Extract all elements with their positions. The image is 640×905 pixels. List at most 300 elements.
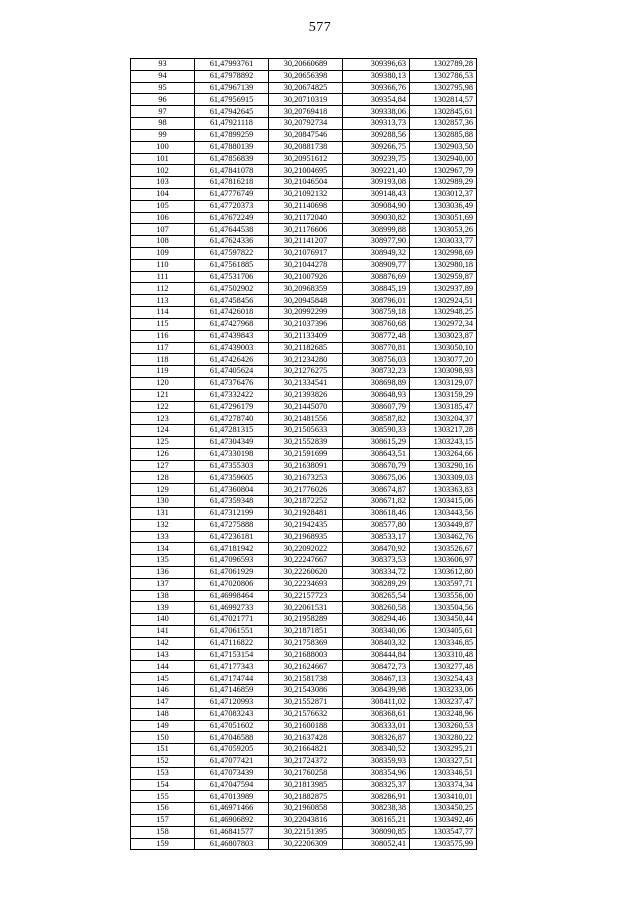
latitude-cell: 61,47047594	[195, 779, 269, 791]
point-number-cell: 111	[131, 271, 195, 283]
point-number-cell: 104	[131, 188, 195, 200]
point-number-cell: 136	[131, 566, 195, 578]
longitude-cell: 30,21076917	[269, 248, 343, 260]
longitude-cell: 30,21942435	[269, 519, 343, 531]
table-row	[131, 744, 477, 756]
table-row	[131, 838, 477, 850]
table-row	[131, 94, 477, 106]
x-coordinate-cell: 308238,38	[343, 803, 410, 815]
table-row	[131, 696, 477, 708]
table-row	[131, 271, 477, 283]
latitude-cell: 61,47330198	[195, 448, 269, 460]
y-coordinate-cell: 1303597,71	[410, 578, 477, 590]
x-coordinate-cell: 308334,72	[343, 566, 410, 578]
point-number-cell: 135	[131, 555, 195, 567]
y-coordinate-cell: 1302940,00	[410, 153, 477, 165]
longitude-cell: 30,21092132	[269, 188, 343, 200]
y-coordinate-cell: 1302845,61	[410, 106, 477, 118]
longitude-cell: 30,21724372	[269, 755, 343, 767]
y-coordinate-cell: 1303204,37	[410, 413, 477, 425]
x-coordinate-cell: 308770,81	[343, 342, 410, 354]
longitude-cell: 30,21673253	[269, 472, 343, 484]
point-number-cell: 153	[131, 767, 195, 779]
table-row	[131, 401, 477, 413]
y-coordinate-cell: 1303159,29	[410, 389, 477, 401]
latitude-cell: 61,47672249	[195, 212, 269, 224]
point-number-cell: 158	[131, 826, 195, 838]
y-coordinate-cell: 1303277,48	[410, 661, 477, 673]
table-row	[131, 295, 477, 307]
y-coordinate-cell: 1303363,83	[410, 484, 477, 496]
table-row	[131, 496, 477, 508]
table-row	[131, 685, 477, 697]
latitude-cell: 61,47021771	[195, 614, 269, 626]
latitude-cell: 61,47439003	[195, 342, 269, 354]
x-coordinate-cell: 308999,88	[343, 224, 410, 236]
y-coordinate-cell: 1303309,03	[410, 472, 477, 484]
latitude-cell: 61,47921118	[195, 118, 269, 130]
point-number-cell: 118	[131, 354, 195, 366]
y-coordinate-cell: 1303033,77	[410, 236, 477, 248]
table-row	[131, 59, 477, 71]
latitude-cell: 61,46807803	[195, 838, 269, 850]
point-number-cell: 129	[131, 484, 195, 496]
table-row	[131, 507, 477, 519]
y-coordinate-cell: 1303290,16	[410, 460, 477, 472]
latitude-cell: 61,47376476	[195, 377, 269, 389]
longitude-cell: 30,21576632	[269, 708, 343, 720]
table-row	[131, 389, 477, 401]
point-number-cell: 133	[131, 531, 195, 543]
point-number-cell: 141	[131, 626, 195, 638]
longitude-cell: 30,21600188	[269, 720, 343, 732]
latitude-cell: 61,47405624	[195, 366, 269, 378]
x-coordinate-cell: 308759,18	[343, 307, 410, 319]
latitude-cell: 61,47531706	[195, 271, 269, 283]
x-coordinate-cell: 308090,85	[343, 826, 410, 838]
point-number-cell: 110	[131, 259, 195, 271]
table-row	[131, 720, 477, 732]
point-number-cell: 126	[131, 448, 195, 460]
latitude-cell: 61,46992733	[195, 602, 269, 614]
table-row	[131, 200, 477, 212]
y-coordinate-cell: 1303310,48	[410, 649, 477, 661]
table-row	[131, 377, 477, 389]
x-coordinate-cell: 308403,32	[343, 637, 410, 649]
x-coordinate-cell: 308756,03	[343, 354, 410, 366]
point-number-cell: 139	[131, 602, 195, 614]
point-number-cell: 159	[131, 838, 195, 850]
table-row	[131, 531, 477, 543]
latitude-cell: 61,47096593	[195, 555, 269, 567]
longitude-cell: 30,22151395	[269, 826, 343, 838]
point-number-cell: 130	[131, 496, 195, 508]
longitude-cell: 30,21968935	[269, 531, 343, 543]
x-coordinate-cell: 309313,73	[343, 118, 410, 130]
latitude-cell: 61,47426426	[195, 354, 269, 366]
point-number-cell: 109	[131, 248, 195, 260]
point-number-cell: 150	[131, 732, 195, 744]
point-number-cell: 121	[131, 389, 195, 401]
latitude-cell: 61,47978892	[195, 70, 269, 82]
x-coordinate-cell: 308260,58	[343, 602, 410, 614]
latitude-cell: 61,47993761	[195, 59, 269, 71]
x-coordinate-cell: 308472,73	[343, 661, 410, 673]
y-coordinate-cell: 1302903,50	[410, 141, 477, 153]
point-number-cell: 124	[131, 425, 195, 437]
table-row	[131, 437, 477, 449]
x-coordinate-cell: 308772,48	[343, 330, 410, 342]
x-coordinate-cell: 309266,75	[343, 141, 410, 153]
table-row	[131, 118, 477, 130]
point-number-cell: 123	[131, 413, 195, 425]
table-row	[131, 826, 477, 838]
latitude-cell: 61,47304349	[195, 437, 269, 449]
longitude-cell: 30,21037396	[269, 318, 343, 330]
longitude-cell: 30,20992299	[269, 307, 343, 319]
table-row	[131, 614, 477, 626]
table-row	[131, 307, 477, 319]
latitude-cell: 61,47439843	[195, 330, 269, 342]
y-coordinate-cell: 1302967,79	[410, 165, 477, 177]
latitude-cell: 61,47355303	[195, 460, 269, 472]
longitude-cell: 30,21141207	[269, 236, 343, 248]
x-coordinate-cell: 308368,61	[343, 708, 410, 720]
latitude-cell: 61,47561885	[195, 259, 269, 271]
y-coordinate-cell: 1302814,57	[410, 94, 477, 106]
table-row	[131, 803, 477, 815]
longitude-cell: 30,21664821	[269, 744, 343, 756]
point-number-cell: 154	[131, 779, 195, 791]
y-coordinate-cell: 1303185,47	[410, 401, 477, 413]
latitude-cell: 61,47597822	[195, 248, 269, 260]
longitude-cell: 30,21882875	[269, 791, 343, 803]
table-row	[131, 366, 477, 378]
y-coordinate-cell: 1303575,99	[410, 838, 477, 850]
latitude-cell: 61,47061551	[195, 626, 269, 638]
x-coordinate-cell: 308648,93	[343, 389, 410, 401]
longitude-cell: 30,21758369	[269, 637, 343, 649]
y-coordinate-cell: 1303462,76	[410, 531, 477, 543]
point-number-cell: 143	[131, 649, 195, 661]
y-coordinate-cell: 1303492,46	[410, 815, 477, 827]
point-number-cell: 113	[131, 295, 195, 307]
point-number-cell: 115	[131, 318, 195, 330]
longitude-cell: 30,21276275	[269, 366, 343, 378]
table-row	[131, 70, 477, 82]
point-number-cell: 156	[131, 803, 195, 815]
longitude-cell: 30,21044278	[269, 259, 343, 271]
x-coordinate-cell: 308671,82	[343, 496, 410, 508]
latitude-cell: 61,47458456	[195, 295, 269, 307]
x-coordinate-cell: 308876,69	[343, 271, 410, 283]
longitude-cell: 30,21004695	[269, 165, 343, 177]
longitude-cell: 30,21928481	[269, 507, 343, 519]
latitude-cell: 61,47120993	[195, 696, 269, 708]
x-coordinate-cell: 308577,80	[343, 519, 410, 531]
longitude-cell: 30,22206309	[269, 838, 343, 850]
point-number-cell: 122	[131, 401, 195, 413]
x-coordinate-cell: 308760,68	[343, 318, 410, 330]
latitude-cell: 61,47046588	[195, 732, 269, 744]
latitude-cell: 61,47359348	[195, 496, 269, 508]
longitude-cell: 30,22092022	[269, 543, 343, 555]
latitude-cell: 61,47278740	[195, 413, 269, 425]
longitude-cell: 30,21591699	[269, 448, 343, 460]
longitude-cell: 30,22260620	[269, 566, 343, 578]
latitude-cell: 61,47332422	[195, 389, 269, 401]
x-coordinate-cell: 308949,32	[343, 248, 410, 260]
y-coordinate-cell: 1302989,29	[410, 177, 477, 189]
point-number-cell: 146	[131, 685, 195, 697]
y-coordinate-cell: 1303405,61	[410, 626, 477, 638]
longitude-cell: 30,21172040	[269, 212, 343, 224]
y-coordinate-cell: 1303248,96	[410, 708, 477, 720]
x-coordinate-cell: 309148,43	[343, 188, 410, 200]
y-coordinate-cell: 1303556,00	[410, 590, 477, 602]
table-row	[131, 224, 477, 236]
latitude-cell: 61,47720373	[195, 200, 269, 212]
table-row	[131, 472, 477, 484]
table-row	[131, 767, 477, 779]
y-coordinate-cell: 1303217,28	[410, 425, 477, 437]
y-coordinate-cell: 1303243,15	[410, 437, 477, 449]
y-coordinate-cell: 1302885,88	[410, 129, 477, 141]
y-coordinate-cell: 1303260,53	[410, 720, 477, 732]
longitude-cell: 30,22043816	[269, 815, 343, 827]
point-number-cell: 108	[131, 236, 195, 248]
x-coordinate-cell: 308354,96	[343, 767, 410, 779]
point-number-cell: 97	[131, 106, 195, 118]
point-number-cell: 96	[131, 94, 195, 106]
point-number-cell: 131	[131, 507, 195, 519]
y-coordinate-cell: 1303233,06	[410, 685, 477, 697]
x-coordinate-cell: 309396,63	[343, 59, 410, 71]
x-coordinate-cell: 308444,84	[343, 649, 410, 661]
point-number-cell: 147	[131, 696, 195, 708]
x-coordinate-cell: 308674,87	[343, 484, 410, 496]
longitude-cell: 30,21581738	[269, 673, 343, 685]
point-number-cell: 95	[131, 82, 195, 94]
point-number-cell: 157	[131, 815, 195, 827]
point-number-cell: 144	[131, 661, 195, 673]
x-coordinate-cell: 308675,06	[343, 472, 410, 484]
table-row	[131, 177, 477, 189]
latitude-cell: 61,47083243	[195, 708, 269, 720]
y-coordinate-cell: 1302972,34	[410, 318, 477, 330]
x-coordinate-cell: 308977,90	[343, 236, 410, 248]
x-coordinate-cell: 308698,89	[343, 377, 410, 389]
point-number-cell: 103	[131, 177, 195, 189]
longitude-cell: 30,21140698	[269, 200, 343, 212]
x-coordinate-cell: 308732,23	[343, 366, 410, 378]
point-number-cell: 140	[131, 614, 195, 626]
latitude-cell: 61,47013989	[195, 791, 269, 803]
x-coordinate-cell: 308333,01	[343, 720, 410, 732]
longitude-cell: 30,21638091	[269, 460, 343, 472]
point-number-cell: 120	[131, 377, 195, 389]
point-number-cell: 125	[131, 437, 195, 449]
table-row	[131, 259, 477, 271]
longitude-cell: 30,21871851	[269, 626, 343, 638]
latitude-cell: 61,47359605	[195, 472, 269, 484]
point-number-cell: 145	[131, 673, 195, 685]
point-number-cell: 152	[131, 755, 195, 767]
longitude-cell: 30,21960858	[269, 803, 343, 815]
longitude-cell: 30,20710319	[269, 94, 343, 106]
latitude-cell: 61,47502902	[195, 283, 269, 295]
longitude-cell: 30,22157723	[269, 590, 343, 602]
table-row	[131, 460, 477, 472]
y-coordinate-cell: 1303374,34	[410, 779, 477, 791]
longitude-cell: 30,21176606	[269, 224, 343, 236]
longitude-cell: 30,21505633	[269, 425, 343, 437]
longitude-cell: 30,22234693	[269, 578, 343, 590]
table-row	[131, 732, 477, 744]
x-coordinate-cell: 309030,82	[343, 212, 410, 224]
longitude-cell: 30,20881738	[269, 141, 343, 153]
point-number-cell: 99	[131, 129, 195, 141]
point-number-cell: 137	[131, 578, 195, 590]
y-coordinate-cell: 1303053,26	[410, 224, 477, 236]
longitude-cell: 30,21872252	[269, 496, 343, 508]
latitude-cell: 61,47956915	[195, 94, 269, 106]
x-coordinate-cell: 309193,08	[343, 177, 410, 189]
point-number-cell: 138	[131, 590, 195, 602]
table-row	[131, 153, 477, 165]
y-coordinate-cell: 1303264,66	[410, 448, 477, 460]
y-coordinate-cell: 1303012,37	[410, 188, 477, 200]
longitude-cell: 30,21046504	[269, 177, 343, 189]
x-coordinate-cell: 308325,37	[343, 779, 410, 791]
y-coordinate-cell: 1302937,89	[410, 283, 477, 295]
latitude-cell: 61,47426018	[195, 307, 269, 319]
table-row	[131, 708, 477, 720]
coordinates-table	[130, 58, 477, 850]
longitude-cell: 30,21813985	[269, 779, 343, 791]
longitude-cell: 30,21334541	[269, 377, 343, 389]
point-number-cell: 106	[131, 212, 195, 224]
longitude-cell: 30,21637428	[269, 732, 343, 744]
x-coordinate-cell: 308289,29	[343, 578, 410, 590]
longitude-cell: 30,22061531	[269, 602, 343, 614]
latitude-cell: 61,47236181	[195, 531, 269, 543]
latitude-cell: 61,46906892	[195, 815, 269, 827]
latitude-cell: 61,47296179	[195, 401, 269, 413]
coordinates-table-body	[131, 59, 477, 850]
y-coordinate-cell: 1302795,98	[410, 82, 477, 94]
table-row	[131, 82, 477, 94]
point-number-cell: 128	[131, 472, 195, 484]
latitude-cell: 61,47177343	[195, 661, 269, 673]
table-row	[131, 673, 477, 685]
point-number-cell: 119	[131, 366, 195, 378]
x-coordinate-cell: 309084,90	[343, 200, 410, 212]
latitude-cell: 61,46971466	[195, 803, 269, 815]
y-coordinate-cell: 1303346,51	[410, 767, 477, 779]
x-coordinate-cell: 308052,41	[343, 838, 410, 850]
latitude-cell: 61,47020806	[195, 578, 269, 590]
latitude-cell: 61,47816218	[195, 177, 269, 189]
latitude-cell: 61,47967139	[195, 82, 269, 94]
y-coordinate-cell: 1302789,28	[410, 59, 477, 71]
x-coordinate-cell: 308359,93	[343, 755, 410, 767]
y-coordinate-cell: 1303051,69	[410, 212, 477, 224]
latitude-cell: 61,47880139	[195, 141, 269, 153]
x-coordinate-cell: 308590,33	[343, 425, 410, 437]
longitude-cell: 30,20769418	[269, 106, 343, 118]
table-row	[131, 141, 477, 153]
x-coordinate-cell: 308615,29	[343, 437, 410, 449]
table-row	[131, 413, 477, 425]
table-row	[131, 578, 477, 590]
longitude-cell: 30,21445070	[269, 401, 343, 413]
table-row	[131, 779, 477, 791]
x-coordinate-cell: 309288,56	[343, 129, 410, 141]
longitude-cell: 30,21552871	[269, 696, 343, 708]
point-number-cell: 151	[131, 744, 195, 756]
y-coordinate-cell: 1303526,67	[410, 543, 477, 555]
x-coordinate-cell: 308411,02	[343, 696, 410, 708]
table-row	[131, 602, 477, 614]
longitude-cell: 30,21688003	[269, 649, 343, 661]
point-number-cell: 114	[131, 307, 195, 319]
latitude-cell: 61,47153154	[195, 649, 269, 661]
x-coordinate-cell: 308845,19	[343, 283, 410, 295]
table-row	[131, 626, 477, 638]
longitude-cell: 30,20656398	[269, 70, 343, 82]
longitude-cell: 30,20660689	[269, 59, 343, 71]
x-coordinate-cell: 308470,92	[343, 543, 410, 555]
y-coordinate-cell: 1303280,22	[410, 732, 477, 744]
x-coordinate-cell: 308796,01	[343, 295, 410, 307]
longitude-cell: 30,21543086	[269, 685, 343, 697]
x-coordinate-cell: 308265,54	[343, 590, 410, 602]
table-row	[131, 342, 477, 354]
table-row	[131, 590, 477, 602]
x-coordinate-cell: 308439,98	[343, 685, 410, 697]
x-coordinate-cell: 308294,46	[343, 614, 410, 626]
table-row	[131, 661, 477, 673]
longitude-cell: 30,20945848	[269, 295, 343, 307]
table-row	[131, 637, 477, 649]
point-number-cell: 94	[131, 70, 195, 82]
x-coordinate-cell: 308618,46	[343, 507, 410, 519]
longitude-cell: 30,21133409	[269, 330, 343, 342]
y-coordinate-cell: 1303547,77	[410, 826, 477, 838]
longitude-cell: 30,21552839	[269, 437, 343, 449]
y-coordinate-cell: 1303415,06	[410, 496, 477, 508]
x-coordinate-cell: 308373,53	[343, 555, 410, 567]
table-row	[131, 566, 477, 578]
table-row	[131, 755, 477, 767]
longitude-cell: 30,21958289	[269, 614, 343, 626]
x-coordinate-cell: 308643,51	[343, 448, 410, 460]
x-coordinate-cell: 309366,76	[343, 82, 410, 94]
latitude-cell: 61,47624336	[195, 236, 269, 248]
table-row	[131, 543, 477, 555]
table-row	[131, 318, 477, 330]
point-number-cell: 134	[131, 543, 195, 555]
longitude-cell: 30,20792734	[269, 118, 343, 130]
longitude-cell: 30,21007926	[269, 271, 343, 283]
table-row	[131, 283, 477, 295]
x-coordinate-cell: 308165,21	[343, 815, 410, 827]
latitude-cell: 61,47061929	[195, 566, 269, 578]
latitude-cell: 61,47942645	[195, 106, 269, 118]
longitude-cell: 30,21481556	[269, 413, 343, 425]
table-row	[131, 425, 477, 437]
